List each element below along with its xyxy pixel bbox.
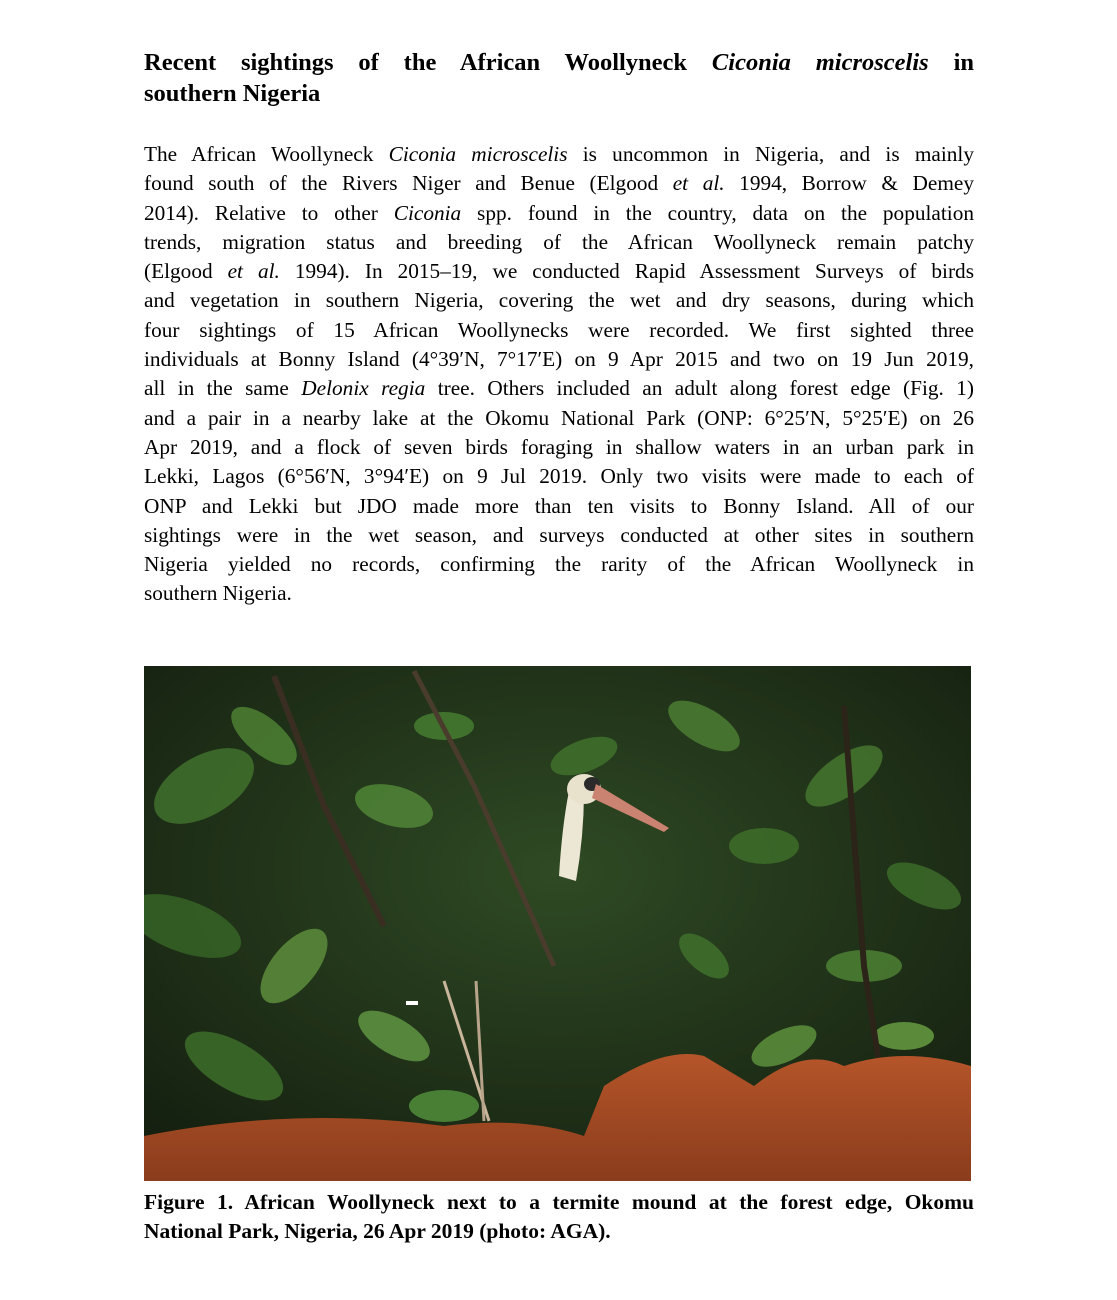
body-line [144,199,974,228]
caption-line: Figure 1. African Woollyneck next to a termite mound at the forest edge, Okomu [144,1190,974,1214]
title-line-2: southern Nigeria [144,80,321,107]
italic-term: Ciconia [393,200,462,225]
body-line [144,492,974,521]
body-line [144,286,974,315]
body-line [144,140,974,169]
text-run: sightings were in the wet season, and surveys conducted at other sites in southern [144,522,974,547]
body-line [144,433,974,462]
text-run: ONP and Lekki but JDO made more than ten visits to Bonny Island. All of our [144,493,974,518]
text-run: The African Woollyneck [144,142,389,166]
text-run: and a pair in a nearby lake at the Okomu National Park (ONP: 6°25′N, 5°25′E) on 26 [144,405,974,430]
article-body [144,140,974,609]
body-line [144,550,974,579]
body-line [144,521,974,550]
body-line [144,169,974,198]
italic-term: et al. [672,171,725,196]
italic-term: Delonix regia [301,376,426,401]
body-line [144,257,974,286]
text-run: tree. Others included an adult along forest edge (Fig. 1) [425,376,974,401]
text-run: spp. found in the country, data on the population [461,200,974,225]
figure-caption [144,1188,974,1246]
italic-term: et al. [227,259,280,284]
text-run: and vegetation in southern Nigeria, covering the wet and dry seasons, during which [144,288,974,313]
text-run: 1994). In 2015–19, we conducted Rapid Assessment Surveys of birds [279,259,974,284]
caption-line: National Park, Nigeria, 26 Apr 2019 (photo: AGA). [144,1219,611,1243]
body-line [144,462,974,491]
text-run: (Elgood [144,259,228,284]
woollyneck-photo-illustration [144,666,971,1181]
text-run: individuals at Bonny Island (4°39′N, 7°17′E) on 9 Apr 2015 and two on 19 Jun 2019, [144,347,974,372]
text-run: 1994, Borrow & Demey [724,171,974,196]
body-line [144,404,974,433]
italic-term: Ciconia microscelis [388,142,568,166]
text-run: is uncommon in Nigeria, and is mainly [567,142,974,166]
text-run: four sightings of 15 African Woollynecks were recorded. We first sighted three [144,317,974,342]
body-line [144,316,974,345]
body-line [144,374,974,403]
title-line-1: Recent sightings of the African Woollyneck Ciconia microscelis in [144,49,974,76]
text-run: Nigeria yielded no records, confirming the rarity of the African Woollyneck in [144,552,974,577]
body-line [144,579,974,608]
text-run: 2014). Relative to other [144,200,394,225]
text-run: southern Nigeria. [144,581,292,606]
text-run: Lekki, Lagos (6°56′N, 3°94′E) on 9 Jul 2019. Only two visits were made to each of [144,464,974,489]
figure-photo [144,666,971,1181]
text-run: trends, migration status and breeding of the African Woollyneck remain patchy [144,229,974,254]
body-line [144,228,974,257]
text-run: found south of the Rivers Niger and Benue (Elgood [144,171,673,196]
text-run: Apr 2019, and a flock of seven birds foraging in shallow waters in an urban park in [144,434,974,459]
article-title [144,47,974,109]
text-run: all in the same [144,376,302,401]
body-line [144,345,974,374]
